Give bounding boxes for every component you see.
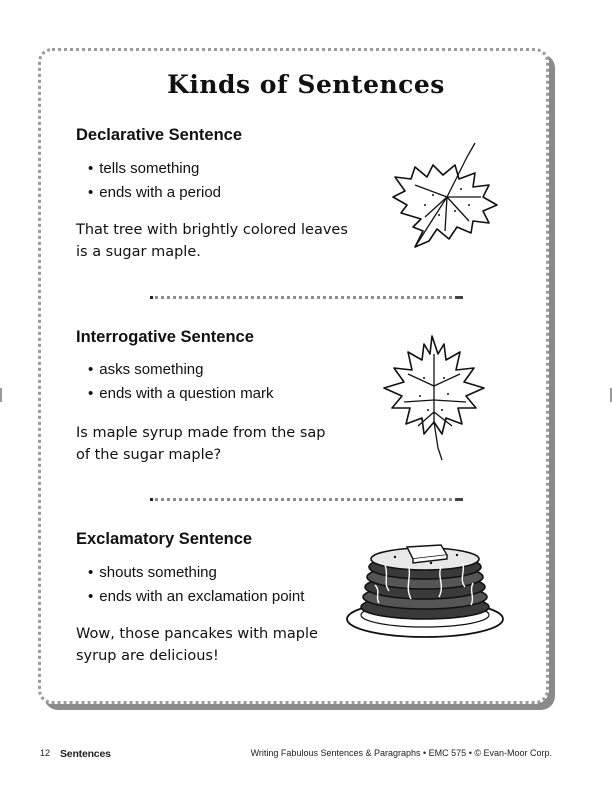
exclamatory-bullet-list [88,561,304,609]
crop-mark-left [0,388,2,402]
page-title: Kinds of Sentences [167,70,445,99]
declarative-bullet-list [88,157,221,205]
pancake-stack-icon [345,535,505,645]
list-item: • shouts something [88,564,217,581]
footer-credit: Writing Fabulous Sentences & Paragraphs • EMC 575 • © Evan-Moor Corp. [250,748,552,758]
section-divider [150,498,463,501]
footer-section-label: Sentences [60,748,111,760]
interrogative-heading: Interrogative Sentence [76,328,254,346]
declarative-example: That tree with brightly colored leaves is a sugar maple. [76,222,348,260]
list-item: • ends with a period [88,184,222,201]
list-item: • ends with a question mark [88,385,274,402]
exclamatory-example: Wow, those pancakes with maple syrup are delicious! [76,626,318,664]
maple-leaf-icon [385,135,510,260]
list-item: • ends with an exclamation point [88,588,305,605]
interrogative-example: Is maple syrup made from the sap of the sugar maple? [76,425,326,463]
list-item: • asks something [88,361,204,378]
maple-leaf-icon [380,330,495,465]
interrogative-bullet-list [88,358,274,406]
list-item: • tells something [88,160,200,177]
section-divider [150,296,463,299]
declarative-heading: Declarative Sentence [76,126,243,144]
page-number: 12 [40,748,51,758]
exclamatory-heading: Exclamatory Sentence [76,530,253,548]
